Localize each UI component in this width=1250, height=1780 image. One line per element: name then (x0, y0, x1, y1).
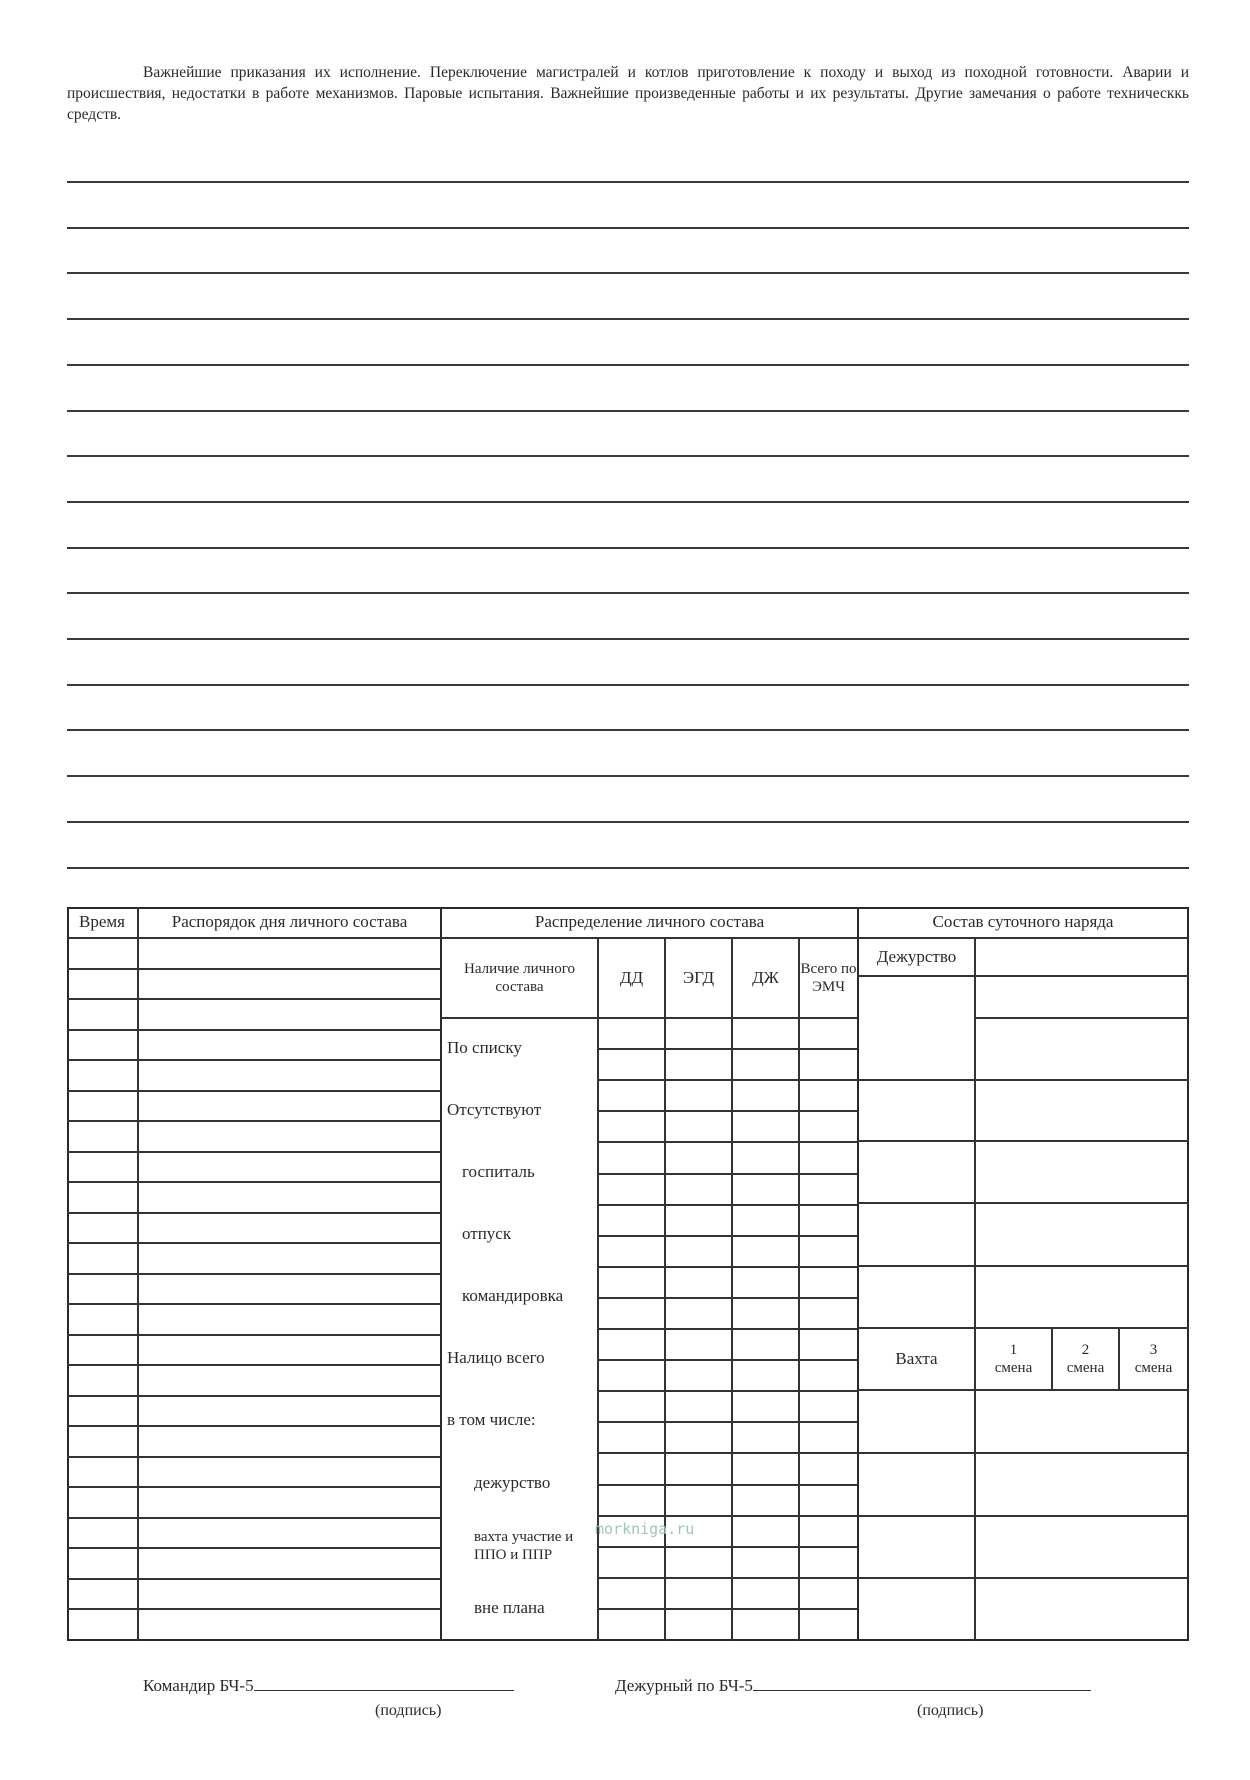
roster-line-9 (857, 1515, 1189, 1517)
schedule-row-line (67, 1608, 440, 1610)
writing-line[interactable] (67, 364, 1189, 366)
commander-signature-line[interactable] (254, 1676, 514, 1691)
distribution-row-line (597, 1421, 857, 1423)
schedule-row-line (67, 968, 440, 970)
shift-3-label: смена (1134, 1360, 1173, 1376)
duty-officer-signature-line[interactable] (753, 1676, 1091, 1691)
distribution-row-line (597, 1204, 857, 1206)
distribution-row-line (597, 1141, 857, 1143)
row-label-unplanned: вне плана (474, 1598, 545, 1617)
header-schedule: Распорядок дня личного состава (171, 912, 408, 931)
writing-line[interactable] (67, 455, 1189, 457)
schedule-row-line (67, 1578, 440, 1580)
header-duty-roster: Состав суточного наряда (932, 912, 1114, 931)
form-instructions: Важнейшие приказания их исполнение. Переключение магистралей и котлов приготовление к походу и выход из походной готовности. Аварии и происшествия, недостатки в работе механизмов. Паровые испытания. Важнейшие произведенные работы и их результаты. Другие замечания о работе техническкь средств. (67, 64, 1189, 123)
shift-2-label: смена (1066, 1360, 1105, 1376)
schedule-row-line (67, 1151, 440, 1153)
roster-line-3 (857, 1140, 1189, 1142)
shift-3 (1120, 1329, 1187, 1389)
schedule-row-line (67, 1181, 440, 1183)
writing-line[interactable] (67, 867, 1189, 869)
schedule-row-line (67, 1486, 440, 1488)
roster-line-1 (974, 1017, 1189, 1019)
schedule-row-line (67, 1456, 440, 1458)
col-divider-dzh (731, 937, 733, 1641)
distribution-row-line (597, 1048, 857, 1050)
header-time: Время (79, 912, 125, 931)
shift-2 (1053, 1329, 1118, 1389)
writing-line[interactable] (67, 318, 1189, 320)
distribution-row-line (597, 1328, 857, 1330)
schedule-row-line (67, 1364, 440, 1366)
roster-line-10 (857, 1577, 1189, 1579)
distribution-row-line (597, 1515, 857, 1517)
writing-line[interactable] (67, 821, 1189, 823)
distribution-row-line (597, 1359, 857, 1361)
col-divider-total (798, 937, 800, 1641)
duty-officer-signature-hint: (подпись) (917, 1702, 984, 1719)
col-divider-distribution (857, 907, 859, 1641)
header-distribution: Распределение личного состава (534, 912, 765, 931)
distribution-row-line (597, 1546, 857, 1548)
shift-1-number: 1 (1009, 1342, 1018, 1358)
watermark: morkniga.ru (595, 1520, 695, 1538)
shift-1-label: смена (994, 1360, 1033, 1376)
distribution-row-line (597, 1577, 857, 1579)
roster-line-8 (857, 1452, 1189, 1454)
writing-line[interactable] (67, 501, 1189, 503)
writing-line[interactable] (67, 729, 1189, 731)
schedule-row-line (67, 1029, 440, 1031)
distribution-row-line (597, 1390, 857, 1392)
watch-label: Вахта (895, 1349, 938, 1368)
writing-line[interactable] (67, 684, 1189, 686)
schedule-row-line (67, 998, 440, 1000)
sub-header-dd: ДД (619, 968, 644, 987)
distribution-row-line (597, 1484, 857, 1486)
sub-header-total: Всего по ЭМЧ (800, 961, 857, 995)
commander-label: Командир БЧ-5 (143, 1676, 254, 1695)
schedule-row-line (67, 1395, 440, 1397)
commander-signature (143, 1676, 514, 1696)
distribution-row-line (597, 1266, 857, 1268)
distribution-row-line (597, 1297, 857, 1299)
schedule-row-line (67, 1517, 440, 1519)
sub-header-dzh: ДЖ (752, 968, 779, 987)
distribution-row-line (597, 1173, 857, 1175)
schedule-row-line (67, 1120, 440, 1122)
shift-2-number: 2 (1081, 1342, 1090, 1358)
table-border-bottom (67, 1639, 1189, 1641)
roster-line-4 (857, 1202, 1189, 1204)
row-label-duty: дежурство (474, 1473, 551, 1492)
row-label-watch-ppo: вахта участие и ППО и ППР (474, 1529, 574, 1563)
schedule-row-line (67, 1212, 440, 1214)
distribution-row-line (597, 1608, 857, 1610)
presence-header: Наличие личного состава (464, 961, 575, 995)
shift-1 (976, 1329, 1051, 1389)
schedule-row-line (67, 1273, 440, 1275)
distribution-row-line (597, 1235, 857, 1237)
writing-line[interactable] (67, 272, 1189, 274)
roster-line-5 (857, 1265, 1189, 1267)
writing-line[interactable] (67, 775, 1189, 777)
row-label-by-list: По списку (447, 1038, 522, 1057)
duty-label: Дежурство (876, 947, 957, 966)
duty-officer-label: Дежурный по БЧ-5 (615, 1676, 753, 1695)
row-label-leave: отпуск (462, 1224, 512, 1243)
writing-line[interactable] (67, 547, 1189, 549)
writing-line[interactable] (67, 638, 1189, 640)
schedule-row-line (67, 1547, 440, 1549)
schedule-row-line (67, 1334, 440, 1336)
writing-line[interactable] (67, 181, 1189, 183)
distribution-row-line (597, 1110, 857, 1112)
distribution-row-line (597, 1452, 857, 1454)
row-label-absent: Отсутствуют (447, 1100, 542, 1119)
distribution-row-line (597, 1079, 857, 1081)
writing-line[interactable] (67, 592, 1189, 594)
schedule-row-line (67, 1242, 440, 1244)
row-label-present: Налицо всего (447, 1348, 545, 1367)
schedule-row-line (67, 1059, 440, 1061)
writing-line[interactable] (67, 410, 1189, 412)
roster-line-2 (857, 1079, 1189, 1081)
schedule-row-line (67, 1090, 440, 1092)
col-divider-roster (974, 937, 976, 1641)
schedule-row-line (67, 1425, 440, 1427)
shift-3-number: 3 (1149, 1342, 1158, 1358)
row-label-trip: командировка (462, 1286, 564, 1305)
row-label-including: в том числе: (447, 1410, 536, 1429)
roster-line-7 (857, 1389, 1189, 1391)
schedule-row-line (67, 1303, 440, 1305)
commander-signature-hint: (подпись) (375, 1702, 442, 1719)
writing-line[interactable] (67, 227, 1189, 229)
sub-header-egd: ЭГД (682, 968, 715, 987)
duty-officer-signature (615, 1676, 1091, 1696)
row-label-hospital: госпиталь (462, 1162, 535, 1181)
duty-divider (857, 975, 1189, 977)
